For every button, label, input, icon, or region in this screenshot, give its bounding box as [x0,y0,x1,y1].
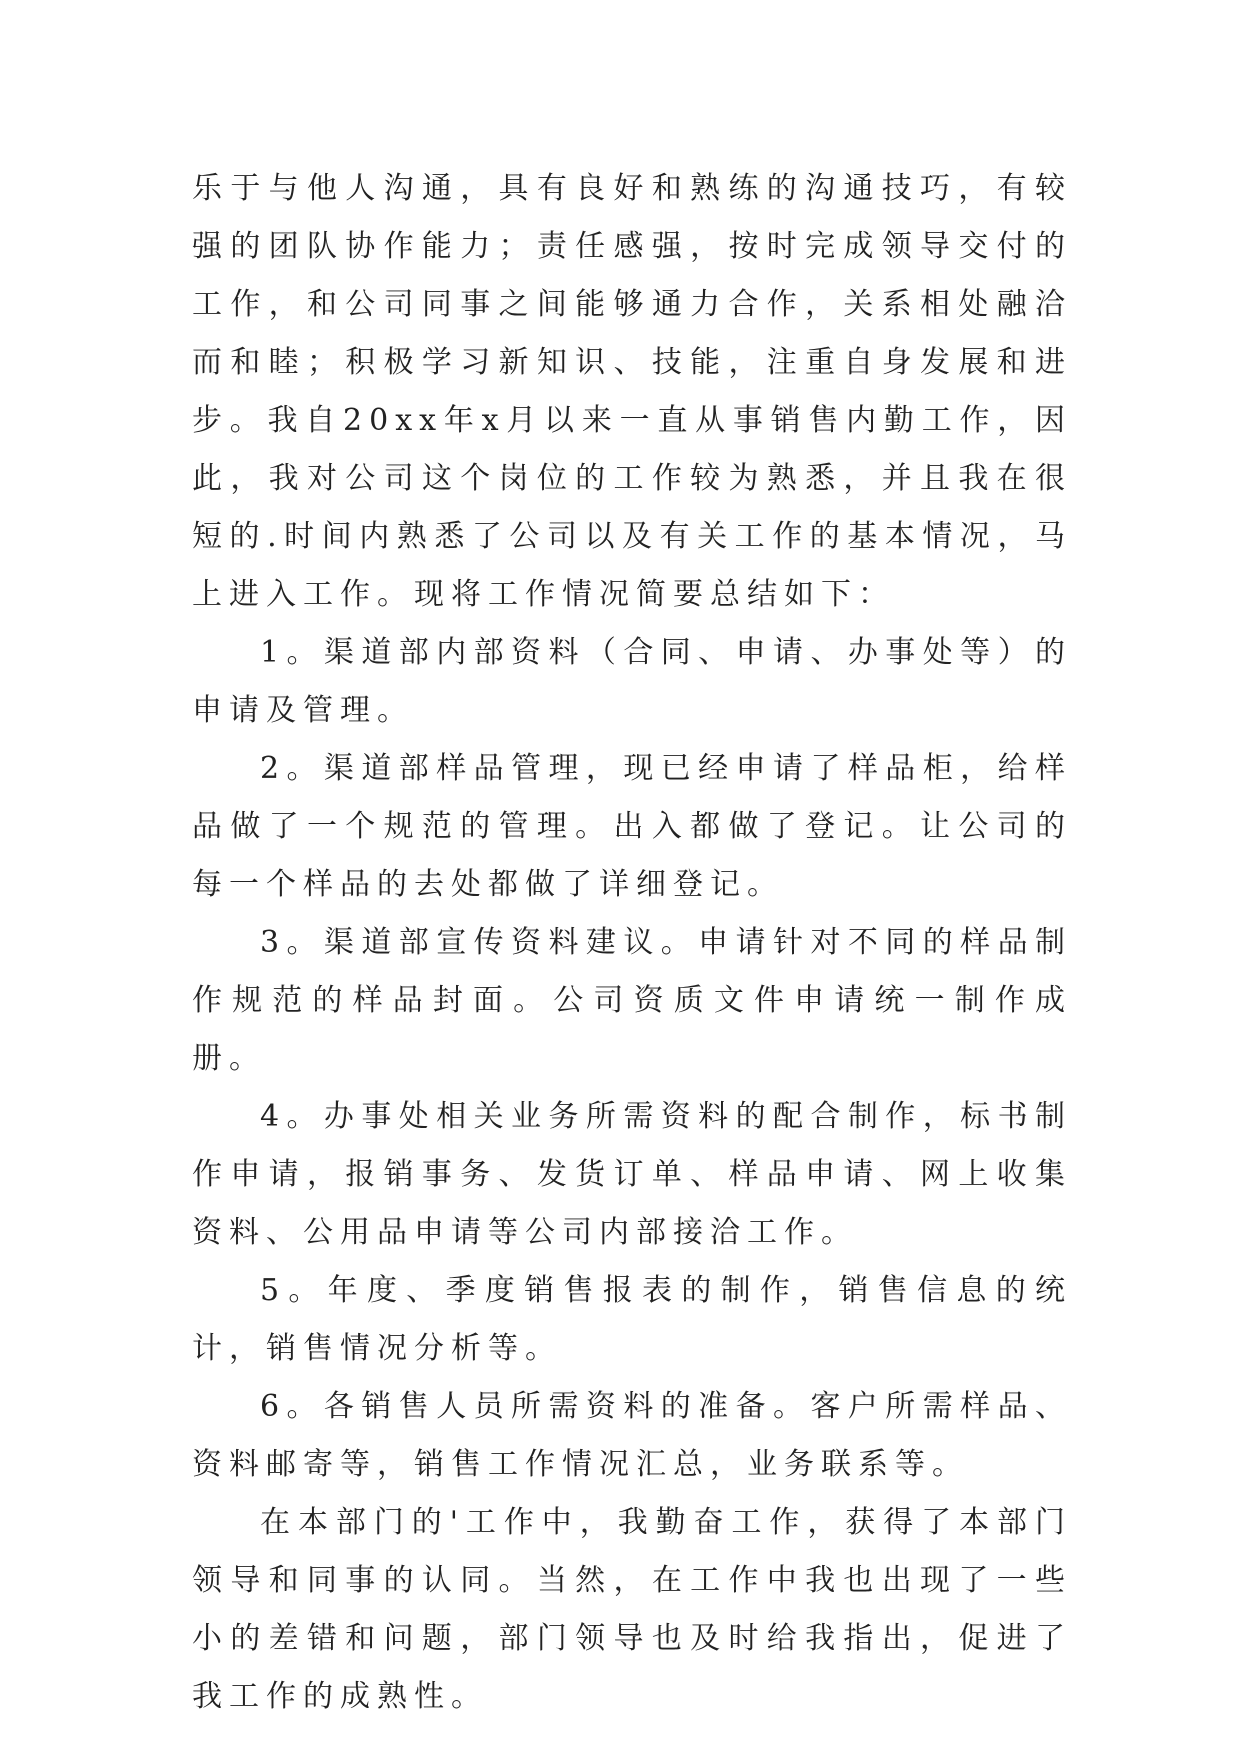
paragraph-intro: 乐于与他人沟通，具有良好和熟练的沟通技巧，有较强的团队协作能力；责任感强，按时完成领导交付的工作，和公司同事之间能够通力合作，关系相处融洽而和睦；积极学习新知识、技能，注重自身发展和进步。我自20xx年x月以来一直从事销售内勤工作，因此，我对公司这个岗位的工作较为熟悉，并且我在很短的.时间内熟悉了公司以及有关工作的基本情况，马上进入工作。现将工作情况简要总结如下： [192,171,1072,612]
paragraph-item-1: 1。渠道部内部资料（合同、申请、办事处等）的申请及管理。 [192,635,1072,728]
paragraph-conclusion: 在本部门的'工作中，我勤奋工作，获得了本部门领导和同事的认同。当然，在工作中我也出现了一些小的差错和问题，部门领导也及时给我指出，促进了我工作的成熟性。 [192,1505,1072,1714]
paragraph-item-6: 6。各销售人员所需资料的准备。客户所需样品、资料邮寄等，销售工作情况汇总，业务联系等。 [192,1389,1072,1482]
paragraph-item-5: 5。年度、季度销售报表的制作，销售信息的统计，销售情况分析等。 [192,1273,1072,1366]
document-body [192,160,1072,1726]
paragraph-item-2: 2。渠道部样品管理，现已经申请了样品柜，给样品做了一个规范的管理。出入都做了登记。让公司的每一个样品的去处都做了详细登记。 [192,751,1072,902]
paragraph-item-4: 4。办事处相关业务所需资料的配合制作，标书制作申请，报销事务、发货订单、样品申请、网上收集资料、公用品申请等公司内部接洽工作。 [192,1099,1072,1250]
paragraph-item-3: 3。渠道部宣传资料建议。申请针对不同的样品制作规范的样品封面。公司资质文件申请统一制作成册。 [192,925,1072,1076]
